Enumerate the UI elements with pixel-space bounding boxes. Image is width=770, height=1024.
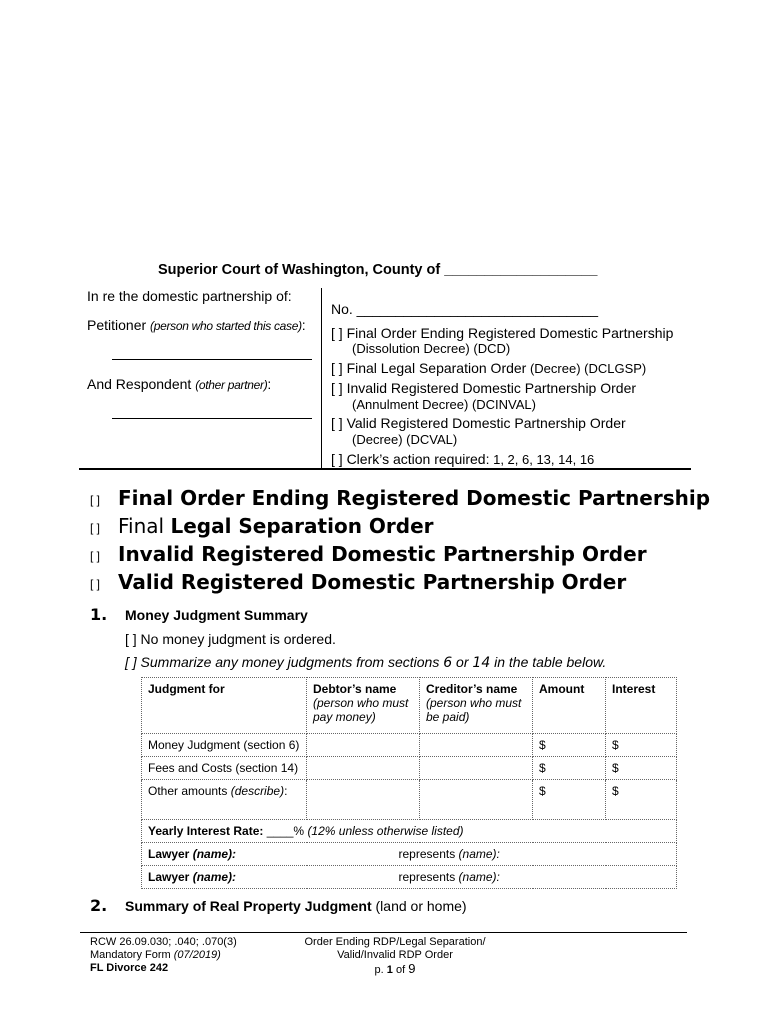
section-1-title: Money Judgment Summary — [125, 607, 308, 623]
header-interest: Interest — [606, 678, 677, 734]
option-text-b: or — [452, 654, 473, 670]
petitioner-signature-line[interactable] — [112, 359, 312, 360]
lawyer-note: (name): — [192, 870, 237, 884]
caption-option-dcinval[interactable] — [331, 380, 636, 396]
title-checkbox-3[interactable]: [ ] — [90, 549, 101, 563]
title-checkbox-4[interactable]: [ ] — [90, 577, 101, 591]
caption-option-dcval-sub: (Decree) (DCVAL) — [352, 432, 458, 447]
section-2-number: 2. — [90, 896, 108, 915]
footer-mandatory-text: Mandatory Form — [90, 949, 174, 961]
respondent-label — [87, 376, 271, 392]
page-of: of — [392, 964, 409, 976]
lawyer-note: (name): — [192, 847, 237, 861]
represents-note: (name): — [458, 870, 500, 884]
table-row — [142, 780, 677, 820]
section-2-title — [125, 898, 467, 914]
lawyer-text: Lawyer — [148, 870, 193, 884]
interest-cell[interactable]: $ — [606, 734, 677, 757]
table-header-row — [142, 678, 677, 734]
court-title: Superior Court of Washington, County of ___________________ — [158, 262, 598, 278]
checkbox[interactable]: [ ] — [331, 360, 343, 376]
amount-cell[interactable]: $ — [533, 734, 606, 757]
row-label: Fees and Costs (section 14) — [142, 757, 307, 780]
lawyer-label — [148, 870, 236, 884]
debtor-cell[interactable] — [307, 757, 420, 780]
money-judgment-table — [141, 677, 677, 889]
header-debtor — [307, 678, 420, 734]
title-legal-separation — [118, 514, 434, 538]
header-amount: Amount — [533, 678, 606, 734]
title-text: Legal Separation Order — [170, 514, 434, 538]
lawyer-text: Lawyer — [148, 847, 193, 861]
caption-option-dcd[interactable] — [331, 325, 673, 341]
amount-cell[interactable]: $ — [533, 757, 606, 780]
interest-rate-cell[interactable] — [142, 820, 677, 843]
title-checkbox-2[interactable]: [ ] — [90, 521, 101, 535]
footer-form-id: FL Divorce 242 — [90, 962, 169, 974]
option-label: Clerk’s action required: — [346, 451, 490, 467]
footer-center — [300, 936, 490, 977]
no-money-judgment-option[interactable]: [ ] No money judgment is ordered. — [125, 631, 336, 647]
footer-left — [90, 936, 237, 975]
case-number[interactable]: No. _______________________________ — [331, 301, 599, 317]
creditor-title: Creditor’s name — [426, 682, 518, 696]
option-text-a: Summarize any money judgments from sections — [136, 654, 444, 670]
footer-center-2: Valid/Invalid RDP Order — [337, 949, 453, 961]
page-prefix: p. — [374, 964, 387, 976]
title-prefix: Final — [118, 514, 171, 538]
represents-text: represents — [398, 870, 459, 884]
footer-mandatory — [90, 949, 237, 962]
checkbox[interactable]: [ ] — [125, 654, 137, 670]
debtor-title: Debtor’s name — [313, 682, 397, 696]
row-label-note: (describe) — [230, 784, 285, 798]
in-re-label: In re the domestic partnership of: — [87, 288, 292, 304]
option-suffix: (Decree) (DCLGSP) — [526, 361, 647, 376]
table-row — [142, 734, 677, 757]
title-checkbox-1[interactable]: [ ] — [90, 493, 101, 507]
row-label-text: Other amounts — [148, 784, 231, 798]
represents-label — [399, 870, 500, 884]
petitioner-colon: : — [301, 317, 306, 333]
interest-rate-value[interactable]: ____% — [263, 824, 308, 838]
row-label — [142, 780, 307, 820]
summarize-judgment-option[interactable] — [125, 654, 606, 671]
respondent-text: And Respondent — [87, 376, 192, 392]
caption-option-dcinval-sub: (Annulment Decree) (DCINVAL) — [352, 397, 536, 412]
caption-bottom-rule — [79, 468, 691, 470]
checkbox[interactable]: [ ] — [331, 415, 343, 431]
caption-divider — [321, 288, 322, 470]
option-label: Final Legal Separation Order — [346, 360, 527, 376]
section-2-title-text: Summary of Real Property Judgment — [125, 898, 372, 914]
section-ref-6: 6 — [443, 655, 453, 671]
footer-page — [300, 962, 490, 977]
represents-text: represents — [398, 847, 459, 861]
interest-cell[interactable]: $ — [606, 757, 677, 780]
footer-rcw: RCW 26.09.030; .040; .070(3) — [90, 936, 237, 948]
footer-center-1: Order Ending RDP/Legal Separation/ — [304, 936, 486, 948]
option-label: Invalid Registered Domestic Partnership Order — [346, 380, 637, 396]
lawyer-row — [142, 843, 677, 866]
header-creditor — [420, 678, 533, 734]
header-judgment-for: Judgment for — [142, 678, 307, 734]
row-label: Money Judgment (section 6) — [142, 734, 307, 757]
respondent-note: (other partner) — [195, 378, 268, 392]
interest-rate-label: Yearly Interest Rate: — [148, 824, 264, 838]
represents-label — [399, 847, 500, 861]
caption-option-dclgsp[interactable] — [331, 360, 646, 376]
interest-rate-row — [142, 820, 677, 843]
title-valid: Valid Registered Domestic Partnership Order — [118, 570, 627, 594]
lawyer-label — [148, 847, 236, 861]
interest-cell[interactable]: $ — [606, 780, 677, 820]
petitioner-note: (person who started this case) — [150, 319, 302, 333]
lawyer-cell[interactable] — [142, 843, 677, 866]
caption-option-dcval[interactable] — [331, 415, 626, 431]
section-2-note: (land or home) — [371, 898, 467, 914]
lawyer-cell[interactable] — [142, 866, 677, 889]
section-1-number: 1. — [90, 605, 108, 624]
checkbox[interactable]: [ ] — [331, 325, 343, 341]
represents-note: (name): — [458, 847, 500, 861]
respondent-signature-line[interactable] — [112, 418, 312, 419]
row-label-colon: : — [284, 784, 288, 798]
footer-rule — [80, 932, 687, 933]
caption-option-clerk[interactable] — [331, 451, 594, 467]
creditor-cell[interactable] — [420, 780, 533, 820]
title-invalid: Invalid Registered Domestic Partnership Order — [118, 542, 647, 566]
petitioner-label — [87, 317, 306, 333]
option-label: Final Order Ending Registered Domestic Partnership — [346, 325, 674, 341]
lawyer-row — [142, 866, 677, 889]
footer-mandatory-date: (07/2019) — [173, 949, 221, 961]
debtor-cell[interactable] — [307, 780, 420, 820]
checkbox[interactable]: [ ] — [331, 380, 343, 396]
option-label: Valid Registered Domestic Partnership Order — [346, 415, 626, 431]
caption-option-dcd-sub: (Dissolution Decree) (DCD) — [352, 341, 511, 356]
interest-rate-note: (12% unless otherwise listed) — [307, 824, 464, 838]
creditor-cell[interactable] — [420, 757, 533, 780]
section-ref-14: 14 — [472, 655, 491, 671]
title-final-order: Final Order Ending Registered Domestic Partnership — [118, 486, 711, 510]
option-text-c: in the table below. — [490, 654, 607, 670]
amount-cell[interactable]: $ — [533, 780, 606, 820]
creditor-cell[interactable] — [420, 734, 533, 757]
checkbox[interactable]: [ ] — [331, 451, 343, 467]
option-suffix: 1, 2, 6, 13, 14, 16 — [489, 452, 595, 467]
respondent-colon: : — [267, 376, 272, 392]
creditor-note: (person who must be paid) — [426, 696, 522, 724]
debtor-note: (person who must pay money) — [313, 696, 409, 724]
page-number: 1 — [386, 964, 393, 976]
petitioner-text: Petitioner — [87, 317, 147, 333]
table-row — [142, 757, 677, 780]
page-total: 9 — [408, 961, 416, 976]
debtor-cell[interactable] — [307, 734, 420, 757]
